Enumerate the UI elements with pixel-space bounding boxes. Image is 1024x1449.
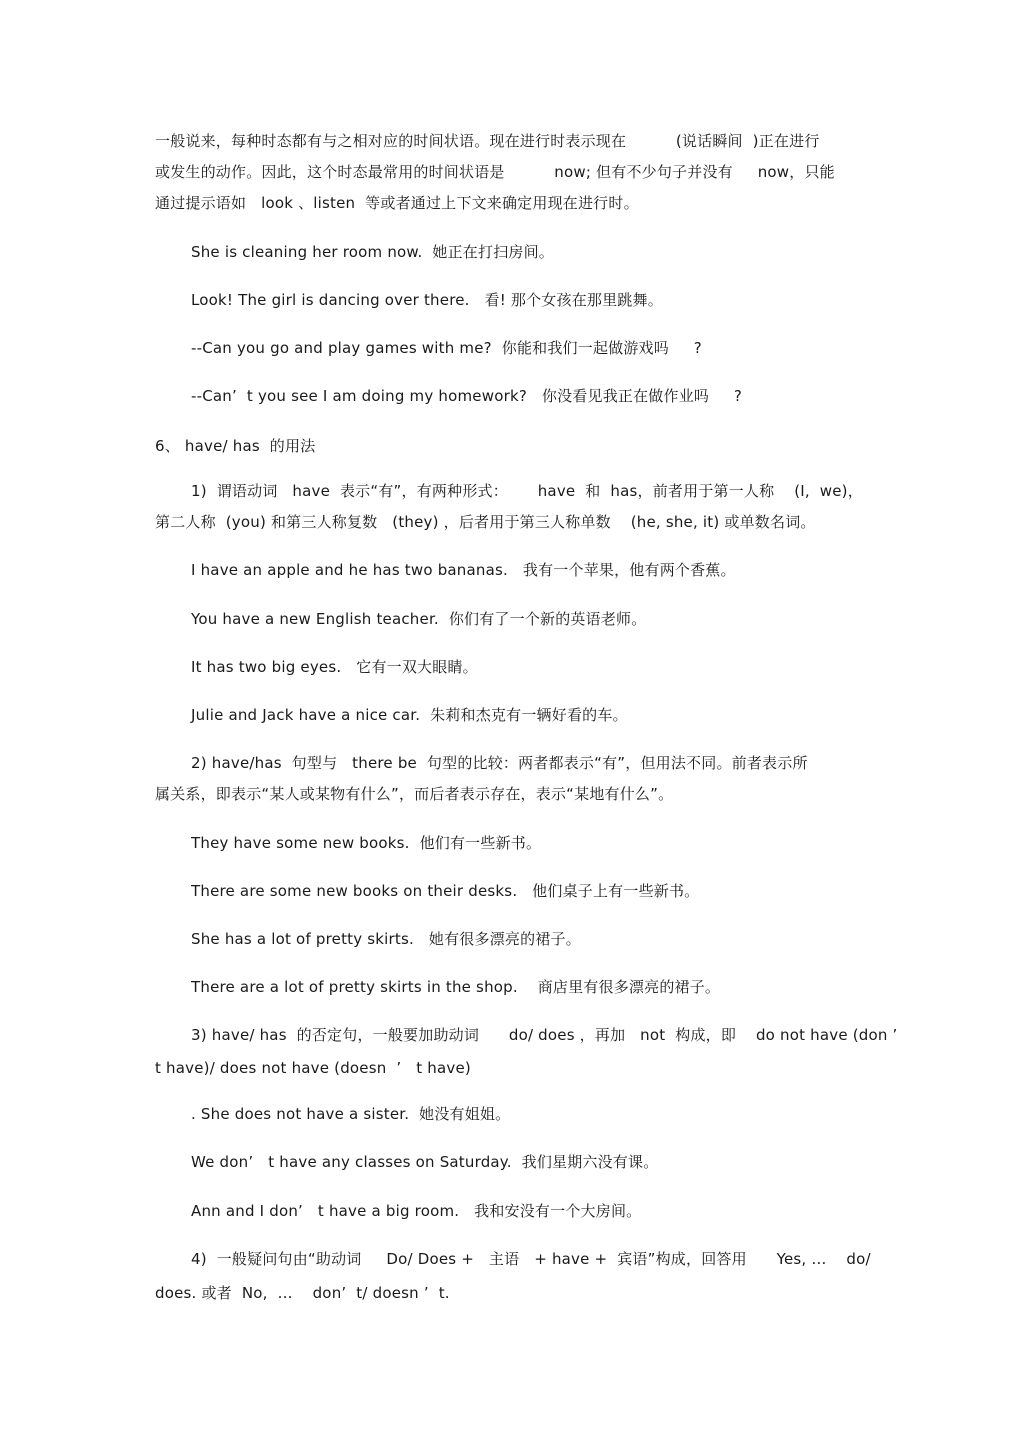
example-sentence: . She does not have a sister. 她没有姐姐。 — [191, 1105, 511, 1123]
point-3-line-2: t have)/ does not have (doesn ’ t have) — [155, 1059, 471, 1077]
example-sentence: Ann and I don’ t have a big room. 我和安没有一个大房间。 — [191, 1202, 642, 1220]
section-heading: 6、 have/ has 的用法 — [155, 437, 316, 455]
example-sentence: We don’ t have any classes on Saturday. 我们星期六没有课。 — [191, 1153, 659, 1171]
example-sentence: There are a lot of pretty skirts in the shop. 商店里有很多漂亮的裙子。 — [191, 978, 721, 996]
intro-line-2: 或发生的动作。因此，这个时态最常用的时间状语是 now; 但有不少句子并没有 now，只能 — [155, 163, 835, 181]
example-sentence: --Can’ t you see I am doing my homework? 你没看见我正在做作业吗 ? — [191, 387, 743, 405]
example-sentence: They have some new books. 他们有一些新书。 — [191, 834, 542, 852]
example-sentence: There are some new books on their desks. 他们桌子上有一些新书。 — [191, 882, 700, 900]
example-sentence: It has two big eyes. 它有一双大眼睛。 — [191, 658, 478, 676]
example-sentence: Julie and Jack have a nice car. 朱莉和杰克有一辆好看的车。 — [191, 706, 628, 724]
example-sentence: You have a new English teacher. 你们有了一个新的英语老师。 — [191, 610, 647, 628]
point-4-line-2: does. 或者 No, … don’ t/ doesn ’ t. — [155, 1284, 450, 1302]
point-2-line-1: 2) have/has 句型与 there be 句型的比较：两者都表示“有”，但用法不同。前者表示所 — [191, 754, 808, 772]
example-sentence: Look! The girl is dancing over there. 看! 那个女孩在那里跳舞。 — [191, 291, 663, 309]
intro-line-1: 一般说来，每种时态都有与之相对应的时间状语。现在进行时表示现在 (说话瞬间 )正在进行 — [155, 132, 820, 150]
example-sentence: --Can you go and play games with me? 你能和我们一起做游戏吗 ? — [191, 339, 702, 357]
point-2-line-2: 属关系，即表示“某人或某物有什么”，而后者表示存在，表示“某地有什么”。 — [155, 785, 674, 803]
point-4-line-1: 4) 一般疑问句由“助动词 Do/ Does + 主语 + have + 宾语”构成，回答用 Yes, … do/ — [191, 1250, 871, 1268]
example-sentence: She has a lot of pretty skirts. 她有很多漂亮的裙子。 — [191, 930, 581, 948]
example-sentence: She is cleaning her room now. 她正在打扫房间。 — [191, 243, 555, 261]
point-1-line-1: 1) 谓语动词 have 表示“有”，有两种形式： have 和 has，前者用于第一人称 (I, we)， — [191, 482, 863, 500]
intro-line-3: 通过提示语如 look 、listen 等或者通过上下文来确定用现在进行时。 — [155, 194, 639, 212]
example-sentence: I have an apple and he has two bananas. 我有一个苹果，他有两个香蕉。 — [191, 561, 736, 579]
point-3-line-1: 3) have/ has 的否定句，一般要加助动词 do/ does ，再加 not 构成，即 do not have (don ’ — [191, 1026, 898, 1044]
point-1-line-2: 第二人称 (you) 和第三人称复数 (they) ，后者用于第三人称单数 (he, she, it) 或单数名词。 — [155, 513, 816, 531]
